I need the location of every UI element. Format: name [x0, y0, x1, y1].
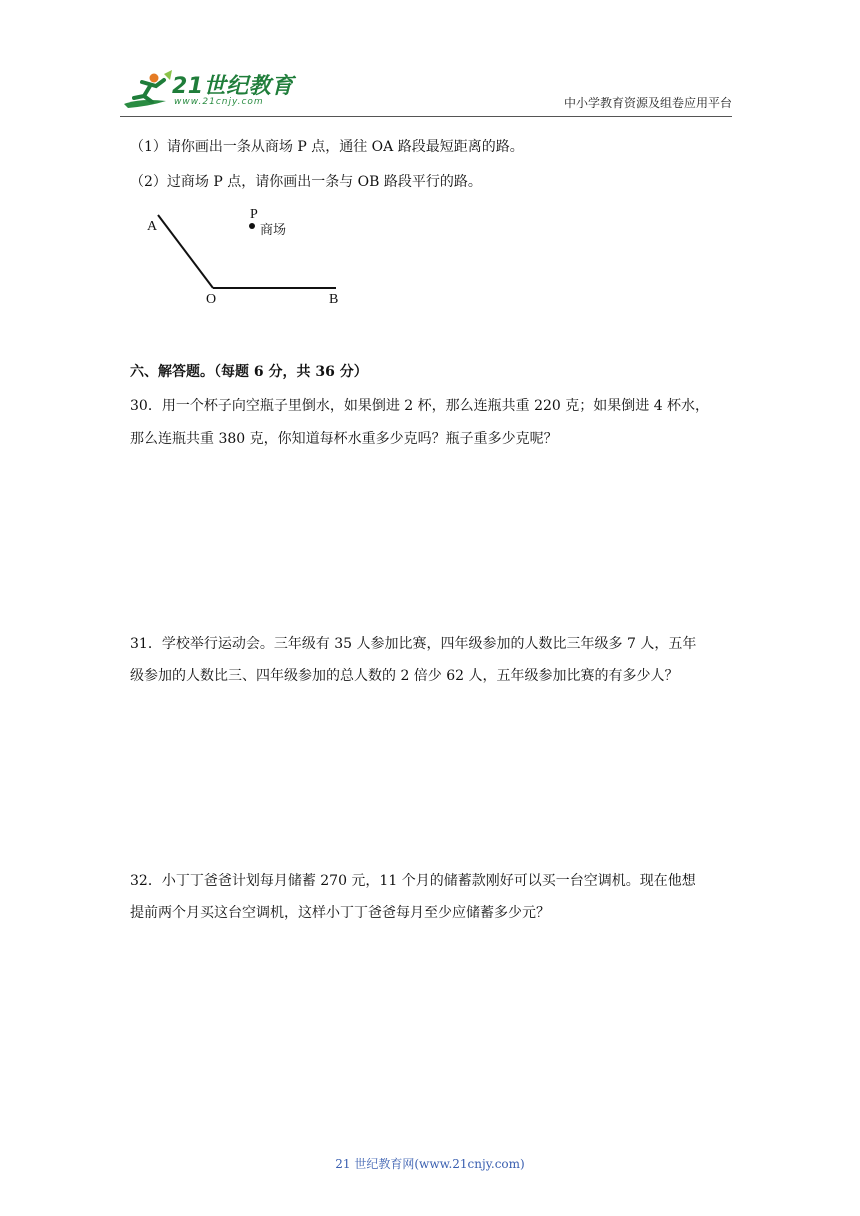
logo-url: www.21cnjy.com: [174, 97, 264, 107]
label-b: B: [329, 292, 339, 307]
page-footer: 21 世纪教育网(www.21cnjy.com): [335, 1157, 525, 1171]
question-31-line-1: 31．学校举行运动会。三年级有 35 人参加比赛，四年级参加的人数比三年级多 7 人，五年: [130, 636, 697, 652]
question-30-line-2: 那么连瓶共重 380 克，你知道每杯水重多少克吗？瓶子重多少克呢？: [130, 431, 558, 447]
platform-name: 中小学教育资源及组卷应用平台: [563, 96, 732, 110]
point-p: [249, 223, 255, 229]
label-p: P: [250, 207, 258, 222]
question-31-line-2: 级参加的人数比三、四年级参加的总人数的 2 倍少 62 人，五年级参加比赛的有多少人？: [130, 668, 679, 684]
section-title: 六、解答题。（每题 6 分，共 36 分）: [130, 364, 368, 380]
geometry-figure: [0, 0, 860, 320]
segment-oa: [158, 215, 213, 288]
sub-question-2: （2）过商场 P 点，请你画出一条与 OB 路段平行的路。: [130, 174, 482, 190]
label-mall: 商场: [260, 223, 287, 238]
question-32-line-1: 32．小丁丁爸爸计划每月储蓄 270 元，11 个月的储蓄款刚好可以买一台空调机。现在他想: [130, 873, 696, 889]
question-30-line-1: 30．用一个杯子向空瓶子里倒水，如果倒进 2 杯，那么连瓶共重 220 克；如果倒进 4 杯水，: [130, 398, 710, 414]
sub-question-1: （1）请你画出一条从商场 P 点，通往 OA 路段最短距离的路。: [130, 139, 524, 155]
logo-text: 21世纪教育: [172, 74, 294, 99]
question-32-line-2: 提前两个月买这台空调机，这样小丁丁爸爸每月至少应储蓄多少元？: [130, 905, 550, 921]
label-o: O: [206, 292, 217, 307]
label-a: A: [147, 219, 158, 234]
